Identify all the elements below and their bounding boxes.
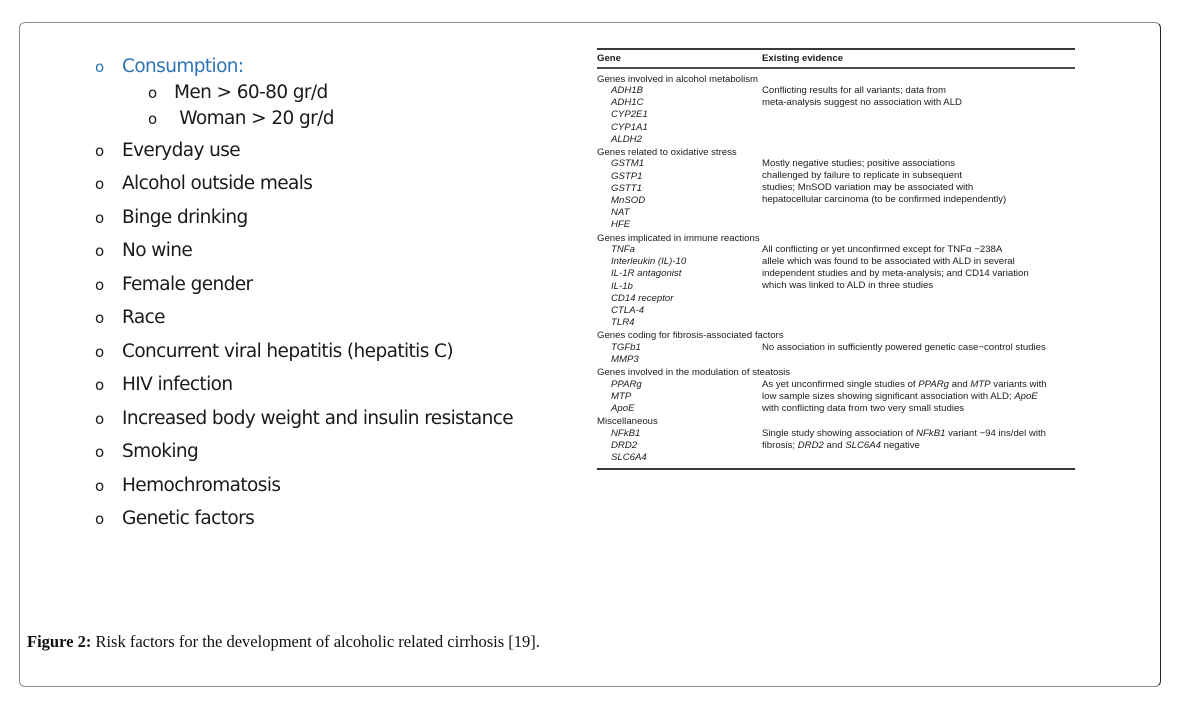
bullet-circle-icon: o [95, 141, 104, 160]
risk-factor-text: No wine [122, 240, 193, 261]
figure-caption [27, 632, 540, 652]
bullet-circle-icon: o [95, 476, 104, 495]
evidence-text: Mostly negative studies; positive associations challenged by failure to replicate in subsequent studies; MnSOD variation may be associated with hepatocellular carcinoma (to be confirmed independently) [762, 158, 1007, 206]
risk-factor-text: Female gender [122, 273, 253, 295]
consumption-label: Consumption: [122, 56, 244, 77]
bullet-circle-icon: o [95, 208, 104, 227]
gene-name: IL-1R antagonist [611, 268, 682, 280]
gene-name: SLC6A4 [611, 452, 647, 464]
gene-name: PPARg [611, 378, 642, 390]
risk-factor-text: Genetic factors [122, 508, 255, 529]
gene-name: CYP1A1 [611, 121, 648, 133]
group-title: Genes involved in alcohol metabolism [597, 73, 759, 85]
gene-name: CTLA-4 [611, 305, 645, 316]
gene-name: MMP3 [611, 354, 639, 366]
gene-name: MnSOD [611, 195, 646, 206]
sub-bullet-text: Woman > 20 gr/d [174, 107, 334, 129]
gene-name: NFkB1 [611, 427, 641, 439]
risk-factor-text: Increased body weight and insulin resistance [122, 407, 514, 429]
evidence-text: Conflicting results for all variants; data from meta-analysis suggest no association with ALD [762, 85, 962, 108]
table-row [597, 85, 1075, 146]
bullet-circle-icon: o [95, 175, 104, 193]
gene-name: TLR4 [611, 317, 635, 329]
gene-list [597, 379, 762, 416]
risk-factor-text: Everyday use [122, 139, 241, 161]
risk-factor-text: HIV infection [122, 374, 233, 395]
evidence-text: No association in sufficiently powered genetic case−control studies [762, 341, 1046, 353]
gene-list [597, 158, 762, 231]
gene-list [597, 85, 762, 146]
gene-name: ALDH2 [611, 133, 642, 145]
gene-name: CD14 receptor [611, 292, 674, 304]
group-title: Genes related to oxidative stress [597, 146, 737, 158]
gene-name: MTP [611, 390, 632, 402]
group-title: Genes involved in the modulation of steatosis [597, 367, 791, 379]
gene-name: GSTT1 [611, 182, 642, 194]
group-title: Genes implicated in immune reactions [597, 232, 760, 244]
bullet-circle-icon: o [95, 342, 104, 361]
group-title: Miscellaneous [597, 416, 658, 428]
gene-name: Interleukin (IL)-10 [611, 256, 687, 268]
bullet-circle-icon: o [95, 376, 104, 394]
gene-list [597, 428, 762, 465]
bullet-circle-icon: o [95, 510, 104, 528]
risk-factor-text: Binge drinking [122, 206, 248, 228]
table-row [597, 379, 1075, 416]
caption-text: Risk factors for the development of alcoholic related cirrhosis [19]. [91, 632, 540, 651]
gene-name: NAT [611, 207, 630, 219]
table-row [597, 158, 1075, 231]
bullet-circle-icon: o [95, 409, 104, 428]
bullet-circle-icon: o [95, 242, 104, 260]
gene-name: ADH1C [611, 97, 644, 109]
gene-name: DRD2 [611, 440, 638, 451]
evidence-text: All conflicting or yet unconfirmed except for TNFα −238A allele which was found to be associated with ALD in several independent studies and by meta-analysis; and CD14 variation which was linked to ALD in three studies [762, 244, 1029, 292]
gene-list [597, 342, 762, 366]
bullet-circle-icon: o [95, 443, 104, 461]
gene-list [597, 244, 762, 329]
table-row [597, 428, 1075, 465]
header-gene: Gene [597, 53, 621, 64]
gene-name: TNFa [611, 244, 635, 256]
risk-factor-text: Race [122, 307, 165, 328]
risk-factor-text: Hemochromatosis [122, 474, 281, 496]
gene-name: IL-1b [611, 280, 633, 292]
evidence-text: Single study showing association of NFkB1 variant −94 ins/del with fibrosis; DRD2 and SLC6A4 negative [762, 427, 1046, 451]
bullet-circle-icon: o [95, 309, 104, 327]
caption-label: Figure 2: [27, 632, 92, 651]
gene-name: GSTM1 [611, 158, 645, 170]
table-row [597, 342, 1075, 366]
risk-factor-text: Concurrent viral hepatitis (hepatitis C) [122, 340, 453, 362]
gene-name: HFE [611, 219, 631, 231]
table-bottom-rule [597, 468, 1075, 470]
evidence-text: As yet unconfirmed single studies of PPARg and MTP variants with low sample sizes showing significant association with ALD; ApoE with conflicting data from two very small studies [762, 378, 1047, 414]
gene-name: TGFb1 [611, 341, 641, 353]
risk-factor-text: Smoking [122, 441, 199, 462]
bullet-circle-icon: o [148, 83, 157, 102]
sub-bullet-text: Men > 60-80 gr/d [174, 81, 328, 103]
table-row [597, 244, 1075, 329]
gene-name: CYP2E1 [611, 109, 648, 121]
group-title: Genes coding for fibrosis-associated factors [597, 330, 784, 342]
gene-evidence-table [597, 48, 1075, 470]
risk-factor-text: Alcohol outside meals [122, 173, 313, 194]
header-evidence: Existing evidence [762, 53, 844, 64]
table-header [597, 50, 1075, 67]
gene-name: GSTP1 [611, 170, 643, 182]
bullet-circle-icon: o [95, 275, 104, 294]
gene-name: ADH1B [611, 85, 643, 96]
gene-name: ApoE [611, 403, 635, 415]
bullet-circle-icon: o [148, 109, 157, 128]
bullet-circle-icon: o [95, 58, 104, 76]
